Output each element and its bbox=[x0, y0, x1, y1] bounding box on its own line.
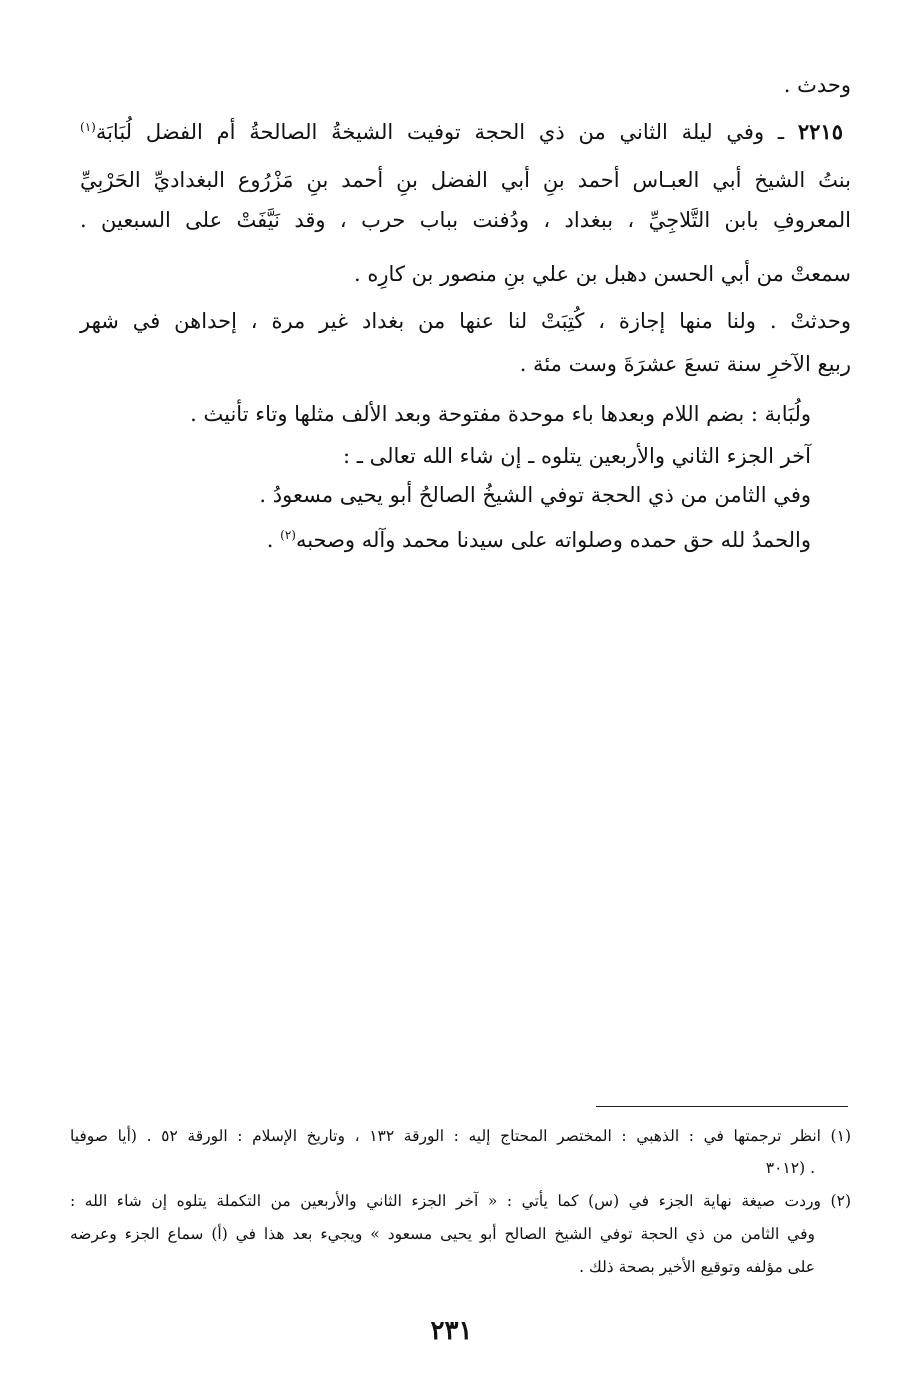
body-line-3: بنتُ الشيخ أبي العبـاس أحمد بنِ أبي الفضل بنِ أحمد بنِ مَزْرُوع البغداديِّ الحَرْبِيِّ bbox=[80, 168, 851, 192]
body-line-7: ربيع الآخرِ سنة تسعَ عشرَةَ وست مئة . bbox=[519, 352, 851, 376]
footnote-1-line-1: (١) انظر ترجمتها في : الذهبي : المختصر المحتاج إليه : الورقة ١٣٢ ، وتاريخ الإسلام : الورقة ٥٢ . (أيا صوفيا bbox=[70, 1127, 851, 1145]
footnote-ref-1: (١) bbox=[80, 120, 96, 134]
entry-number: ٢٢١٥ bbox=[797, 119, 843, 144]
body-line-9: آخر الجزء الثاني والأربعين يتلوه ـ إن شاء الله تعالى ـ : bbox=[343, 444, 811, 468]
footnote-separator bbox=[596, 1106, 848, 1107]
footnote-2-line-2: وفي الثامن من ذي الحجة توفي الشيخ الصالح أبو يحيى مسعود » ويجيء بعد هذا في (أ) سماع الجزء وعرضه bbox=[70, 1225, 815, 1243]
page-number: ٢٣١ bbox=[430, 1316, 473, 1346]
footnote-2-line-3: على مؤلفه وتوقيع الأخير بصحة ذلك . bbox=[579, 1258, 815, 1276]
footnote-ref-2: (٢) bbox=[280, 528, 296, 542]
body-line-6: وحدثتْ . ولنا منها إجازة ، كُتِبَتْ لنا عنها من بغداد غير مرة ، إحداهن في شهر bbox=[80, 309, 851, 333]
body-line-8: ولُبَابة : بضم اللام وبعدها باء موحدة مفتوحة وبعد الألف مثلها وتاء تأنيث . bbox=[190, 402, 811, 426]
footnote-2-line-1: (٢) وردت صيغة نهاية الجزء في (س) كما يأتي : « آخر الجزء الثاني والأربعين من التكملة يتلوه إن شاء الله : bbox=[70, 1192, 851, 1210]
body-line-4: المعروفِ بابن التَّلاجِيِّ ، ببغداد ، ودُفنت بباب حرب ، وقد نَيَّفَتْ على السبعين . bbox=[80, 208, 851, 232]
body-line-10: وفي الثامن من ذي الحجة توفي الشيخُ الصالحُ أبو يحيى مسعودُ . bbox=[259, 483, 811, 507]
closing-text: والحمدُ لله حق حمده وصلواته على سيدنا محمد وآله وصحبه bbox=[295, 528, 811, 552]
entry-heading-text: ـ وفي ليلة الثاني من ذي الحجة توفيت الشيخةُ الصالحةُ أم الفضل لُبَابَة bbox=[95, 120, 785, 144]
body-line-1: وحدث . bbox=[783, 73, 851, 97]
closing-line bbox=[267, 525, 811, 555]
footnote-1-line-2: ٣٠١٢) . bbox=[765, 1159, 815, 1177]
closing-period: . bbox=[266, 528, 281, 552]
entry-2215-heading bbox=[80, 117, 843, 147]
body-line-5: سمعتْ من أبي الحسن دهبل بن علي بنِ منصور بن كارِه . bbox=[354, 262, 851, 286]
